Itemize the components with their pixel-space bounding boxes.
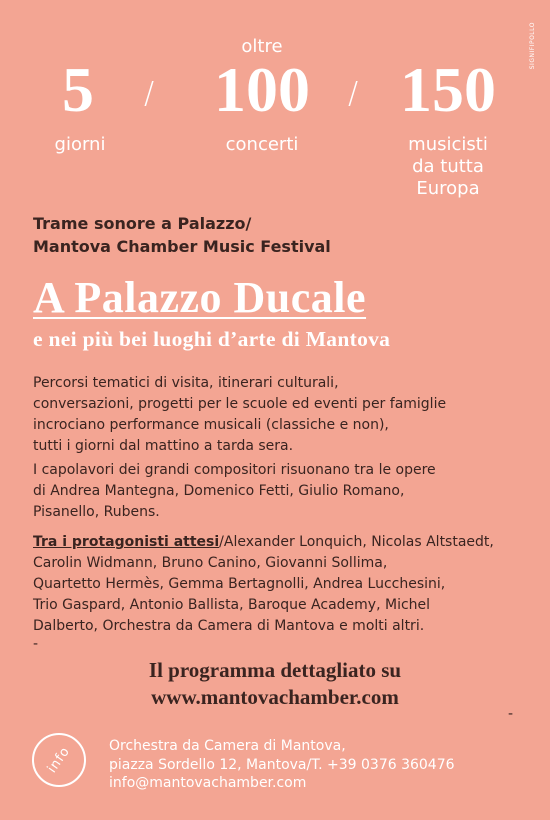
musicians-label: musicisti da tutta Europa — [408, 134, 488, 199]
info-icon — [32, 733, 86, 787]
concerts-prefix: oltre — [241, 36, 283, 57]
protagonists-label: Tra i protagonisti attesi — [33, 534, 220, 550]
musicians-number: 150 — [400, 54, 496, 125]
designer-credit: SIGNIFIPOLLO — [529, 22, 536, 70]
protagonists-list: /Alexander Lonquich, Nicolas Altstaedt, Carolin Widmann, Bruno Canino, Giovanni Sollima, Quartetto Hermès, Gemma Bertagnolli, Andrea Lucchesini, Trio Gaspard, Antonio Ballista, Baroque Academy, Michel Dalberto, Orchestra da Camera di Mantova e molti altri. — [33, 534, 494, 634]
protagonists-paragraph — [33, 532, 523, 637]
concerts-number: 100 — [214, 54, 310, 125]
festival-line-1: Trame sonore a Palazzo/ — [33, 214, 252, 233]
subtitle: e nei più bei luoghi d’arte di Mantova — [33, 327, 391, 351]
days-label: giorni — [54, 134, 106, 155]
festival-line-2: Mantova Chamber Music Festival — [33, 237, 331, 256]
festival-name — [33, 212, 331, 258]
divider-dash: - — [33, 636, 39, 652]
program-url[interactable]: www.mantovachamber.com — [151, 685, 399, 709]
concerts-label: concerti — [225, 134, 299, 155]
program-line-1: Il programma dettagliato su — [148, 658, 402, 682]
contact-info: Orchestra da Camera di Mantova, piazza Sordello 12, Mantova/T. +39 0376 360476 info@mantovachamber.com — [109, 738, 455, 791]
separator-slash: / — [348, 76, 359, 111]
info-badge-text: info — [44, 744, 74, 776]
days-number: 5 — [62, 54, 94, 125]
main-title: A Palazzo Ducale — [33, 273, 367, 322]
divider-dash: - — [508, 706, 514, 722]
composers-paragraph: I capolavori dei grandi compositori risuonano tra le opere di Andrea Mantegna, Domenico Fetti, Giulio Romano, Pisanello, Rubens. — [33, 462, 436, 520]
description-paragraph: Percorsi tematici di visita, itinerari culturali, conversazioni, progetti per le scuole ed eventi per famiglie incrociano performance musicali (classiche e non), tutti i giorni dal mattino a tarda sera. — [33, 375, 447, 454]
separator-slash: / — [144, 76, 155, 111]
